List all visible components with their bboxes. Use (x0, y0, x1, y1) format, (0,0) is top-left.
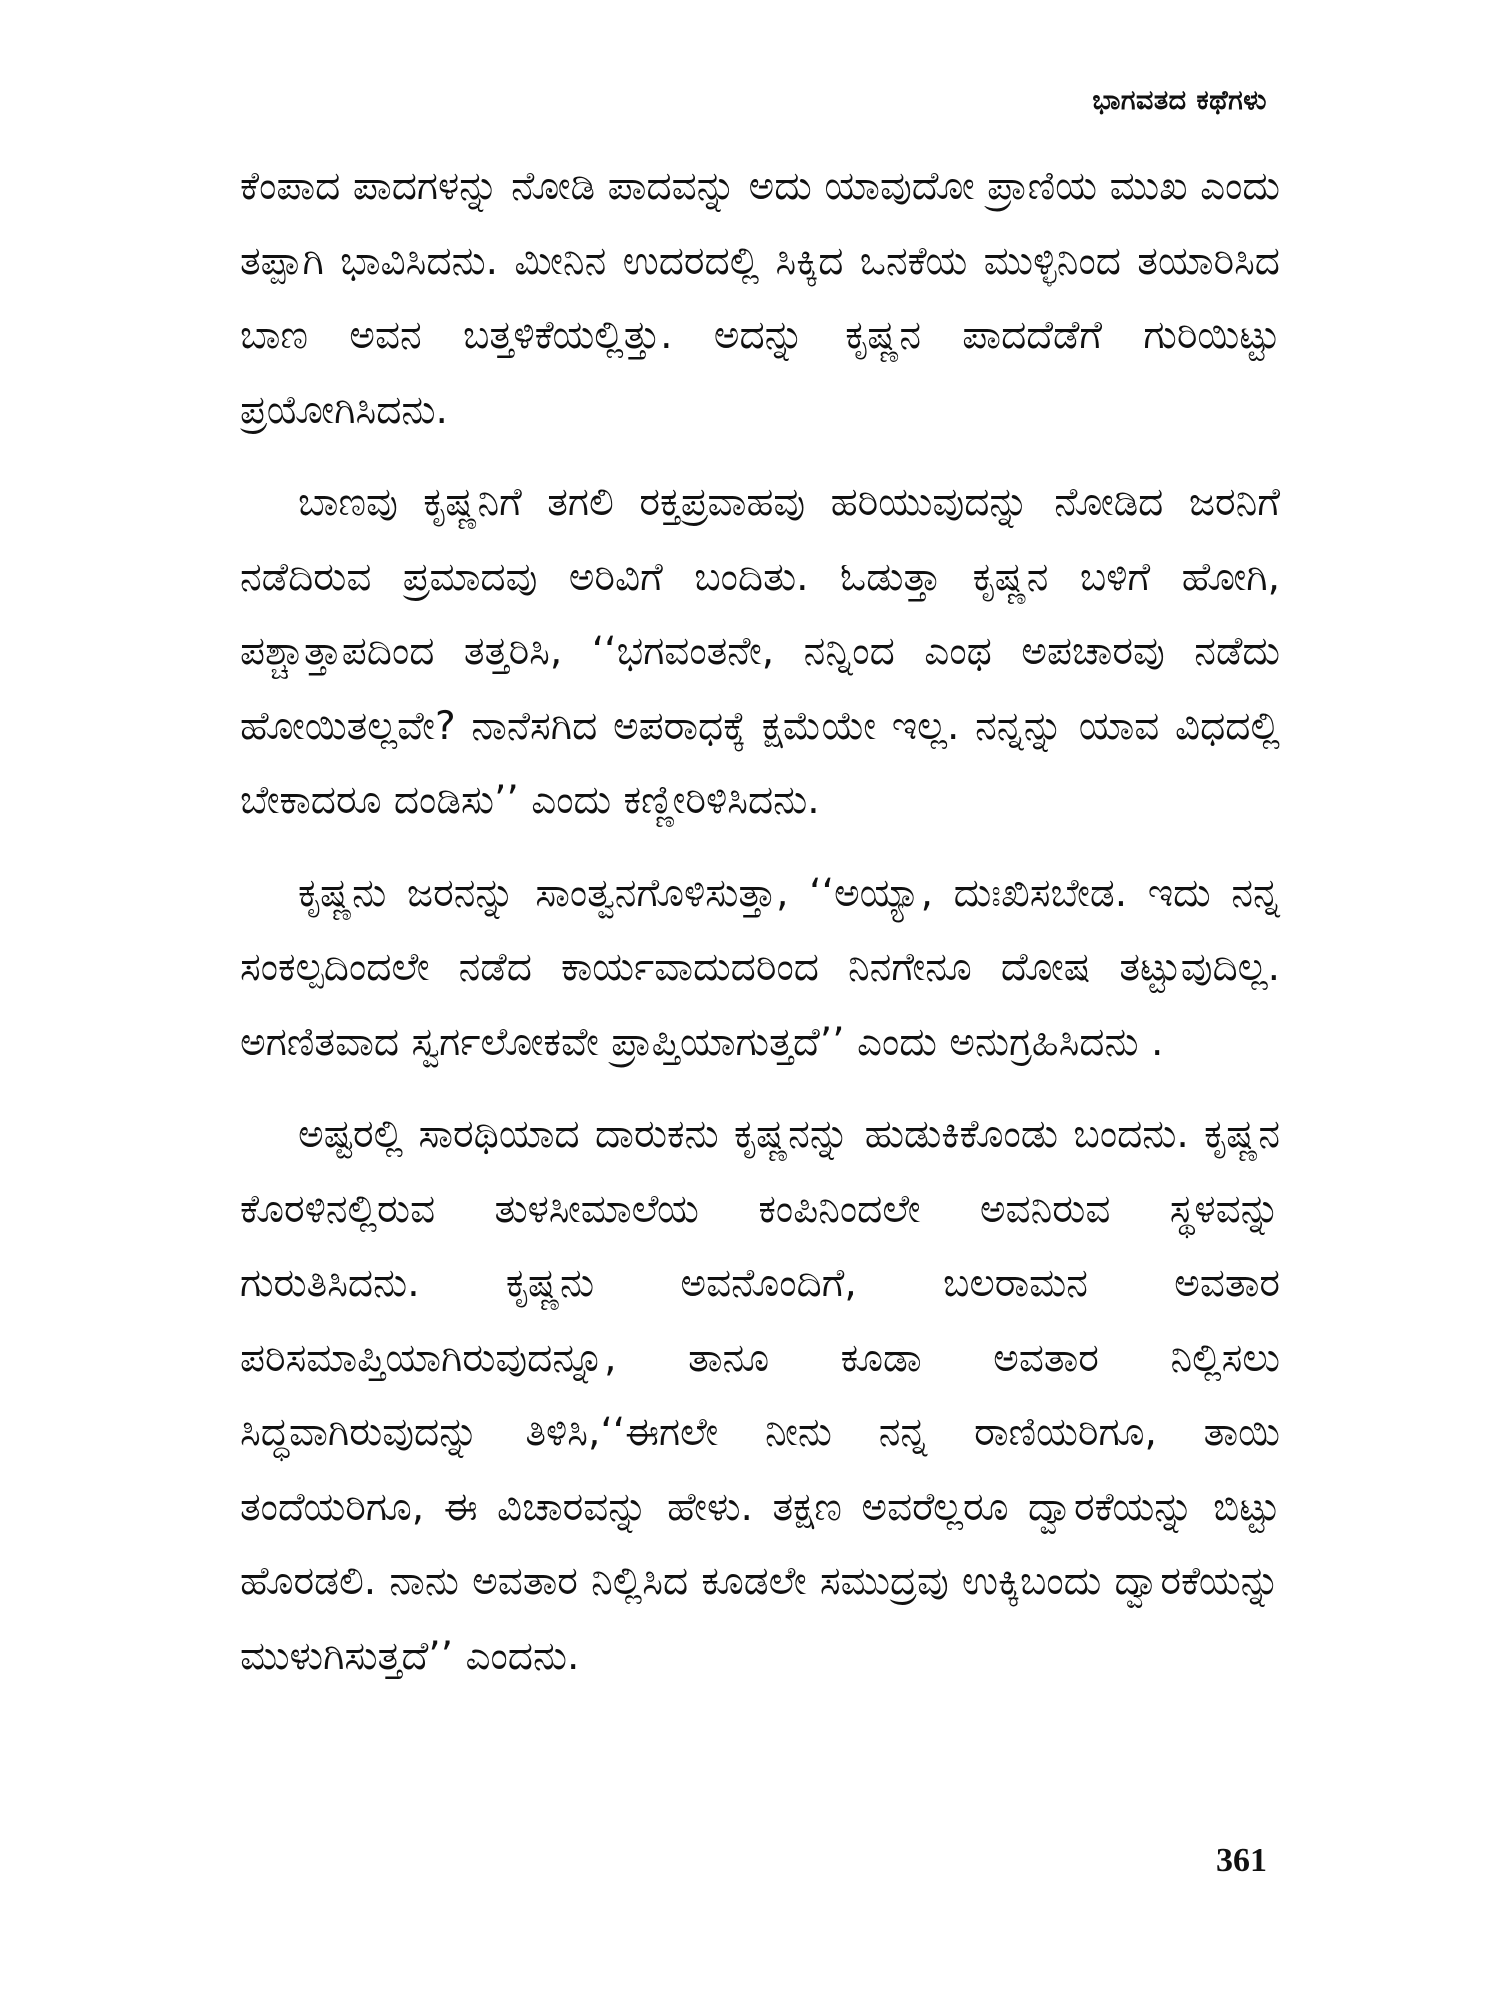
paragraph-2: ಬಾಣವು ಕೃಷ್ಣನಿಗೆ ತಗಲಿ ರಕ್ತಪ್ರವಾಹವು ಹರಿಯುವುದನ್ನು ನೋಡಿದ ಜರನಿಗೆ ನಡೆದಿರುವ ಪ್ರಮಾದವು ಅರಿವಿಗೆ ಬಂದಿತು. ಓಡುತ್ತಾ ಕೃಷ್ಣನ ಬಳಿಗೆ ಹೋಗಿ, ಪಶ್ಚಾತ್ತಾಪದಿಂದ ತತ್ತರಿಸಿ, ‘‘ಭಗವಂತನೇ, ನನ್ನಿಂದ ಎಂಥ ಅಪಚಾರವು ನಡೆದು ಹೋಯಿತಲ್ಲವೇ? ನಾನೆಸಗಿದ ಅಪರಾಧಕ್ಕೆ ಕ್ಷಮೆಯೇ ಇಲ್ಲ. ನನ್ನನ್ನು ಯಾವ ವಿಧದಲ್ಲಿ ಬೇಕಾದರೂ ದಂಡಿಸು’’ ಎಂದು ಕಣ್ಣೀರಿಳಿಸಿದನು. (240, 480, 1280, 823)
paragraph-1: ಕೆಂಪಾದ ಪಾದಗಳನ್ನು ನೋಡಿ ಪಾದವನ್ನು ಅದು ಯಾವುದೋ ಪ್ರಾಣಿಯ ಮುಖ ಎಂದು ತಪ್ಪಾಗಿ ಭಾವಿಸಿದನು. ಮೀನಿನ ಉದರದಲ್ಲಿ ಸಿಕ್ಕಿದ ಒನಕೆಯ ಮುಳ್ಳಿನಿಂದ ತಯಾರಿಸಿದ ಬಾಣ ಅವನ ಬತ್ತಳಿಕೆಯಲ್ಲಿತ್ತು. ಅದನ್ನು ಕೃಷ್ಣನ ಪಾದದೆಡೆಗೆ ಗುರಿಯಿಟ್ಟು ಪ್ರಯೋಗಿಸಿದನು. (240, 164, 1280, 433)
paragraph-3: ಕೃಷ್ಣನು ಜರನನ್ನು ಸಾಂತ್ವನಗೊಳಿಸುತ್ತಾ, ‘‘ಅಯ್ಯಾ, ದುಃಖಿಸಬೇಡ. ಇದು ನನ್ನ ಸಂಕಲ್ಪದಿಂದಲೇ ನಡೆದ ಕಾರ್ಯವಾದುದರಿಂದ ನಿನಗೇನೂ ದೋಷ ತಟ್ಟುವುದಿಲ್ಲ. ಅಗಣಿತವಾದ ಸ್ವರ್ಗಲೋಕವೇ ಪ್ರಾಪ್ತಿಯಾಗುತ್ತದೆ’’ ಎಂದು ಅನುಗ್ರಹಿಸಿದನು . (240, 870, 1280, 1065)
page-number: 361 (1216, 1842, 1267, 1879)
paragraph-4: ಅಷ್ಟರಲ್ಲಿ ಸಾರಥಿಯಾದ ದಾರುಕನು ಕೃಷ್ಣನನ್ನು ಹುಡುಕಿಕೊಂಡು ಬಂದನು. ಕೃಷ್ಣನ ಕೊರಳಿನಲ್ಲಿರುವ ತುಳಸೀಮಾಲೆಯ ಕಂಪಿನಿಂದಲೇ ಅವನಿರುವ ಸ್ಥಳವನ್ನು ಗುರುತಿಸಿದನು. ಕೃಷ್ಣನು ಅವನೊಂದಿಗೆ, ಬಲರಾಮನ ಅವತಾರ ಪರಿಸಮಾಪ್ತಿಯಾಗಿರುವುದನ್ನೂ, ತಾನೂ ಕೂಡಾ ಅವತಾರ ನಿಲ್ಲಿಸಲು ಸಿದ್ಧವಾಗಿರುವುದನ್ನು ತಿಳಿಸಿ,‘‘ಈಗಲೇ ನೀನು ನನ್ನ ರಾಣಿಯರಿಗೂ, ತಾಯಿ ತಂದೆಯರಿಗೂ, ಈ ವಿಚಾರವನ್ನು ಹೇಳು. ತಕ್ಷಣ ಅವರೆಲ್ಲರೂ ದ್ವಾರಕೆಯನ್ನು ಬಿಟ್ಟು ಹೊರಡಲಿ. ನಾನು ಅವತಾರ ನಿಲ್ಲಿಸಿದ ಕೂಡಲೇ ಸಮುದ್ರವು ಉಕ್ಕಿಬಂದು ದ್ವಾರಕೆಯನ್ನು ಮುಳುಗಿಸುತ್ತದೆ’’ ಎಂದನು. (240, 1112, 1280, 1679)
running-header: ಭಾಗವತದ ಕಥೆಗಳು (1092, 85, 1267, 116)
body-text (240, 150, 1280, 1712)
